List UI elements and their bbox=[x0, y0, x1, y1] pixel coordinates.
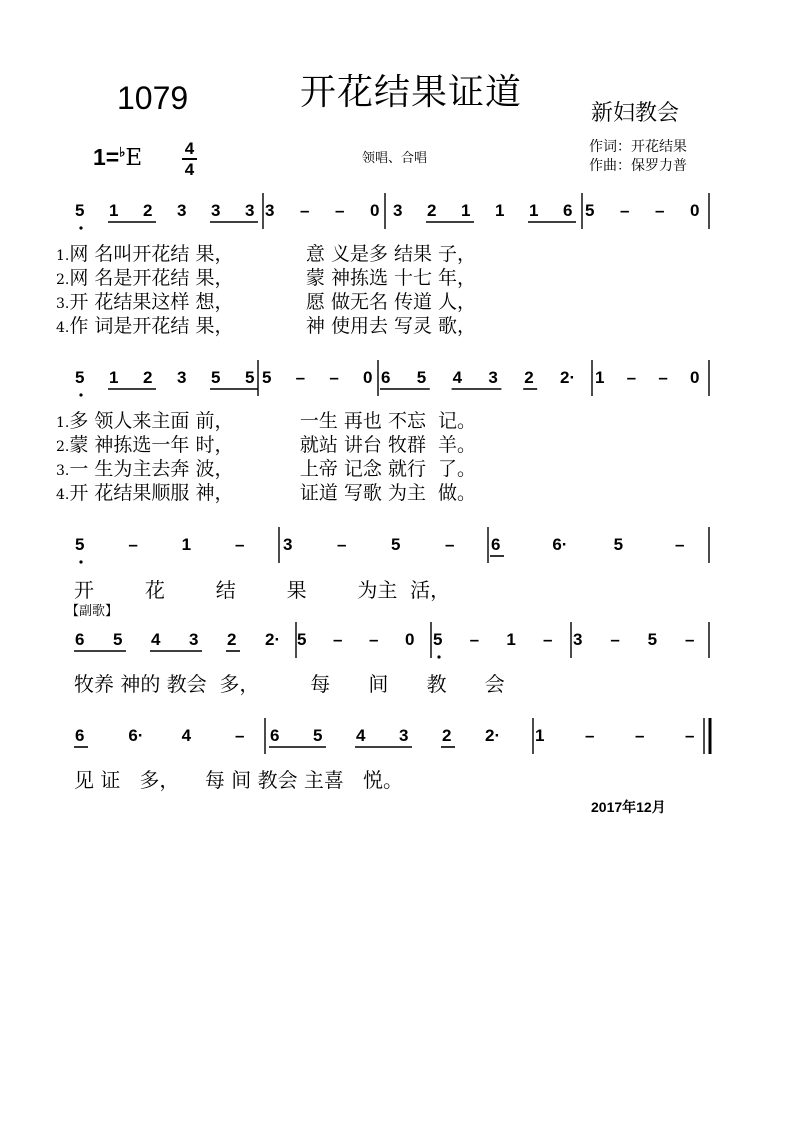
note: – bbox=[333, 630, 343, 649]
note: 1 bbox=[535, 726, 545, 745]
note: – bbox=[235, 535, 245, 554]
song-number: 1079 bbox=[117, 80, 189, 116]
low-octave-dot bbox=[79, 560, 82, 563]
note: 6 bbox=[563, 201, 573, 220]
note: – bbox=[635, 726, 645, 745]
lyrics-line-5: 见 证 多， 每 间 教会 主喜 悦。 bbox=[74, 768, 404, 792]
note: – bbox=[295, 368, 306, 387]
note: 4 bbox=[452, 368, 463, 387]
note: – bbox=[543, 630, 553, 649]
note: 5 bbox=[647, 630, 658, 649]
verse-line: 1.网 名叫开花结 果， 意 义是多 结果 子， bbox=[56, 243, 477, 265]
flat-sign: ♭ bbox=[119, 144, 126, 160]
note: – bbox=[469, 630, 480, 649]
note: 5 bbox=[585, 201, 595, 220]
note: 1 bbox=[181, 535, 192, 554]
note: – bbox=[235, 726, 245, 745]
low-octave-dot bbox=[79, 393, 82, 396]
note: 6 bbox=[75, 630, 85, 649]
note: 3 bbox=[189, 630, 199, 649]
verse-line: 3.开 花结果这样 想， 愿 做无名 传道 人， bbox=[56, 291, 477, 313]
note: 1 bbox=[461, 201, 471, 220]
note: 0 bbox=[405, 630, 415, 649]
lyrics-line-3: 开 花 结 果 为主 活， bbox=[74, 578, 451, 602]
note: 5 bbox=[416, 368, 427, 387]
verse-line: 4.作 词是开花结 果， 神 使用去 写灵 歌， bbox=[56, 315, 477, 337]
key-prefix: 1= bbox=[93, 144, 120, 170]
note: – bbox=[620, 201, 630, 220]
note: 2· bbox=[265, 630, 281, 649]
note: 5 bbox=[313, 726, 323, 745]
note: – bbox=[335, 201, 345, 220]
note: – bbox=[685, 726, 695, 745]
note: 5 bbox=[391, 535, 401, 554]
note: 5 bbox=[433, 630, 443, 649]
note: 2 bbox=[442, 726, 452, 745]
note: – bbox=[128, 535, 138, 554]
note: 3 bbox=[177, 368, 187, 387]
note: – bbox=[337, 535, 347, 554]
note: 5 bbox=[262, 368, 272, 387]
note: 4 bbox=[181, 726, 192, 745]
note: 3 bbox=[399, 726, 409, 745]
note: – bbox=[685, 630, 695, 649]
note: – bbox=[585, 726, 595, 745]
note: 3 bbox=[211, 201, 221, 220]
verse-line: 3.一 生为主去奔 波， 上帝 记念 就行 了。 bbox=[56, 458, 477, 480]
note: – bbox=[675, 535, 685, 554]
note: – bbox=[329, 368, 339, 387]
note: – bbox=[658, 368, 668, 387]
note: – bbox=[445, 535, 455, 554]
note: 1 bbox=[109, 368, 119, 387]
note: 5 bbox=[75, 535, 85, 554]
note: 6 bbox=[491, 535, 501, 554]
note: 2 bbox=[227, 630, 237, 649]
lyrics-line-4: 牧养 神的 教会 多， 每 间 教 会 bbox=[74, 672, 505, 696]
note: 6 bbox=[75, 726, 85, 745]
note: 0 bbox=[690, 368, 700, 387]
note: 6 bbox=[381, 368, 391, 387]
composer-credit: 作曲：保罗力普 bbox=[589, 158, 687, 174]
note: 5 bbox=[211, 368, 221, 387]
verse-line: 4.开 花结果顺服 神， 证道 写歌 为主 做。 bbox=[56, 482, 477, 504]
note: – bbox=[369, 630, 379, 649]
note: 3 bbox=[393, 201, 403, 220]
note: 3 bbox=[283, 535, 293, 554]
note: 4 bbox=[151, 630, 161, 649]
note: 5 bbox=[75, 201, 85, 220]
note: 2 bbox=[524, 368, 534, 387]
note: 0 bbox=[370, 201, 380, 220]
low-octave-dot bbox=[437, 655, 440, 658]
performance-note: 领唱、合唱 bbox=[362, 151, 428, 166]
time-top: 4 bbox=[184, 139, 195, 158]
song-title: 开花结果证道 bbox=[300, 72, 523, 113]
note: 1 bbox=[595, 368, 605, 387]
note: 6 bbox=[270, 726, 280, 745]
note: 1 bbox=[506, 630, 516, 649]
note: – bbox=[610, 630, 620, 649]
note: – bbox=[626, 368, 637, 387]
verse-line: 1.多 领人来主面 前， 一生 再也 不忘 记。 bbox=[56, 410, 477, 432]
note: 2 bbox=[143, 368, 153, 387]
note: 3 bbox=[573, 630, 583, 649]
note: 1 bbox=[529, 201, 539, 220]
note: 4 bbox=[356, 726, 366, 745]
note: 5 bbox=[113, 630, 123, 649]
note: 5 bbox=[297, 630, 307, 649]
note: 1 bbox=[495, 201, 505, 220]
note: 0 bbox=[690, 201, 700, 220]
note: 5 bbox=[245, 368, 255, 387]
note: 6· bbox=[128, 726, 144, 745]
note: 5 bbox=[75, 368, 85, 387]
note: 5 bbox=[613, 535, 624, 554]
lyricist-credit: 作词：开花结果 bbox=[589, 139, 687, 155]
chorus-label: 【副歌】 bbox=[66, 604, 119, 619]
key-note: E bbox=[125, 145, 143, 171]
low-octave-dot bbox=[79, 226, 82, 229]
note: 2 bbox=[427, 201, 437, 220]
note: 3 bbox=[488, 368, 498, 387]
footer-date: 2017年12月 bbox=[591, 799, 666, 815]
note: – bbox=[300, 201, 310, 220]
note: 3 bbox=[177, 201, 187, 220]
verse-line: 2.蒙 神拣选一年 时， 就站 讲台 牧群 羊。 bbox=[56, 434, 477, 456]
note: 3 bbox=[265, 201, 275, 220]
time-bottom: 4 bbox=[184, 160, 195, 179]
note: 6· bbox=[552, 535, 568, 554]
verse-line: 2.网 名是开花结 果， 蒙 神拣选 十七 年， bbox=[56, 267, 477, 289]
note: 2 bbox=[143, 201, 153, 220]
note: 3 bbox=[245, 201, 255, 220]
note: 2· bbox=[485, 726, 501, 745]
note: 0 bbox=[363, 368, 373, 387]
note: – bbox=[655, 201, 665, 220]
note: 2· bbox=[560, 368, 576, 387]
church-name: 新妇教会 bbox=[591, 101, 680, 126]
note: 1 bbox=[109, 201, 119, 220]
